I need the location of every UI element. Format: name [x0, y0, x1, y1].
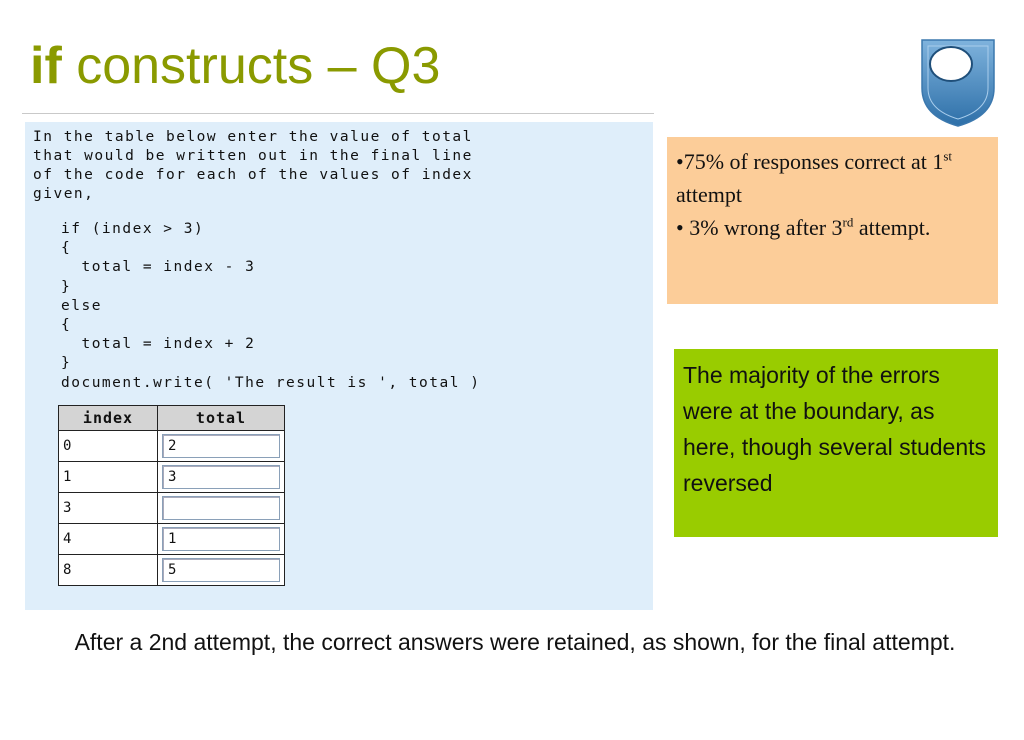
- index-cell: 4: [59, 524, 158, 555]
- index-cell: 0: [59, 431, 158, 462]
- header-index: index: [59, 406, 158, 431]
- total-cell: [158, 555, 285, 586]
- table-row: [59, 493, 285, 524]
- table-row: [59, 431, 285, 462]
- total-input[interactable]: 1: [162, 527, 280, 551]
- table-row: [59, 524, 285, 555]
- stat-line-2: [676, 211, 990, 244]
- total-cell: [158, 493, 285, 524]
- stat-2-sup: rd: [842, 214, 854, 230]
- stats-box: [667, 137, 998, 304]
- answer-table-header-row: [59, 406, 285, 431]
- open-university-shield-icon: [918, 36, 998, 128]
- question-prompt: In the table below enter the value of total that would be written out in the final line of the code for each of the values of index given,: [33, 129, 473, 202]
- stat-1-sup: st: [943, 148, 953, 164]
- table-row: [59, 555, 285, 586]
- total-input[interactable]: 2: [162, 434, 280, 458]
- index-cell: 8: [59, 555, 158, 586]
- footer-caption: After a 2nd attempt, the correct answers were retained, as shown, for the final attempt.: [74, 629, 956, 655]
- index-cell: 3: [59, 493, 158, 524]
- stat-2-tail: attempt.: [853, 215, 931, 240]
- index-cell: 1: [59, 462, 158, 493]
- stat-line-1: [676, 145, 990, 211]
- title-keyword: if: [30, 37, 62, 95]
- answer-table: [58, 405, 285, 586]
- slide-title: [30, 37, 441, 95]
- question-panel: [25, 122, 653, 610]
- table-row: [59, 462, 285, 493]
- total-input[interactable]: 3: [162, 465, 280, 489]
- title-divider: [22, 113, 654, 114]
- total-cell: [158, 431, 285, 462]
- header-total: total: [158, 406, 285, 431]
- total-cell: [158, 462, 285, 493]
- stat-1-tail: attempt: [676, 182, 742, 207]
- total-cell: [158, 524, 285, 555]
- stat-2-text: • 3% wrong after 3: [676, 215, 843, 240]
- title-rest: constructs – Q3: [76, 37, 441, 95]
- code-listing: if (index > 3) { total = index - 3 } else { total = index + 2 } document.write( 'The result is ', total ): [61, 221, 481, 391]
- note-box: The majority of the errors were at the boundary, as here, though several students reversed: [674, 349, 998, 537]
- total-input[interactable]: 5: [162, 558, 280, 582]
- stat-1-text: •75% of responses correct at 1: [676, 149, 944, 174]
- total-input[interactable]: [162, 496, 280, 520]
